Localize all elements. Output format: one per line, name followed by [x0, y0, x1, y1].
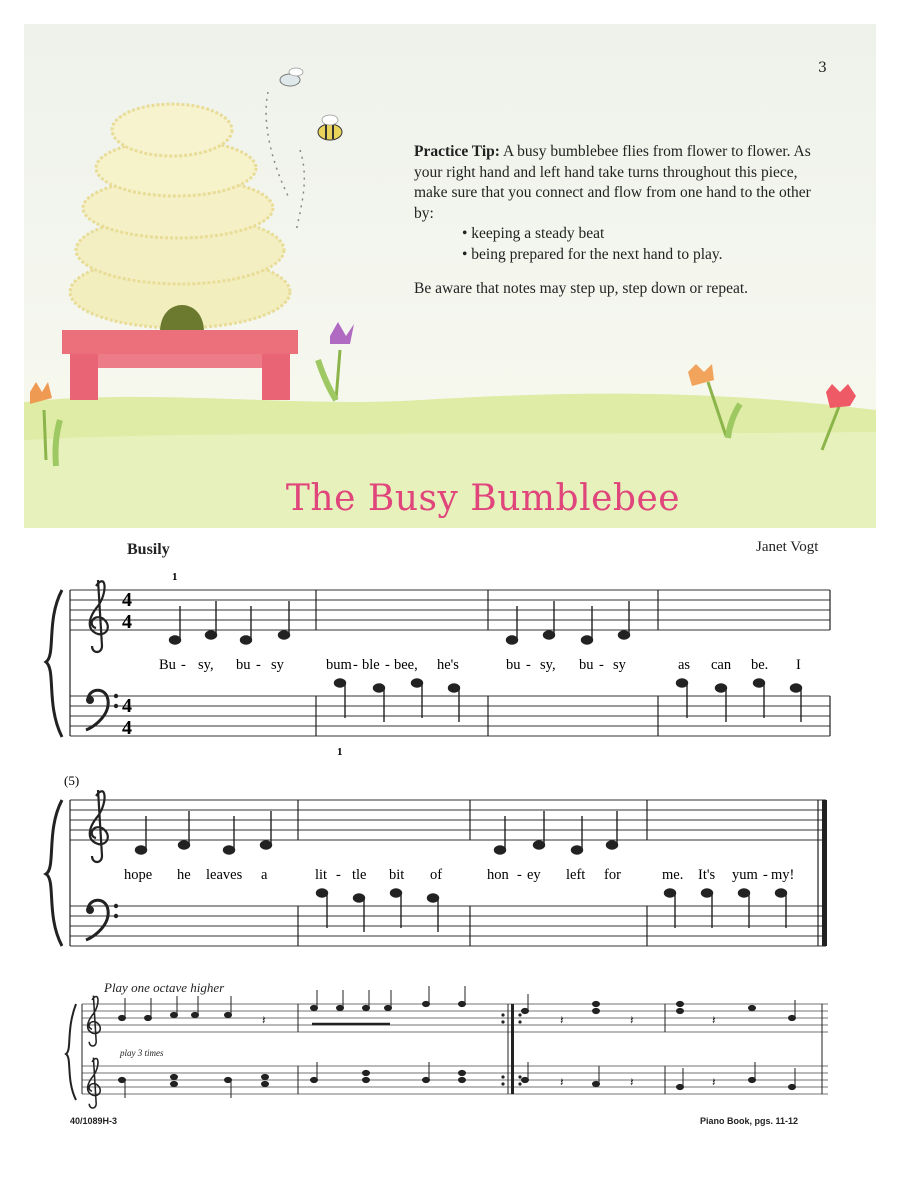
practice-tip-note: Be aware that notes may step up, step down or repeat.: [414, 280, 749, 297]
lyric: -: [599, 657, 604, 673]
system-2: [46, 773, 827, 946]
svg-text:𝄽: 𝄽: [630, 1075, 634, 1089]
lyric: leaves: [206, 867, 243, 883]
system-1: [46, 571, 830, 758]
time-signature: 4: [122, 695, 132, 717]
lyrics-line-2: [124, 867, 794, 883]
lyric: -: [336, 867, 341, 883]
composer-name: Janet Vogt: [756, 539, 819, 555]
lyric: a: [261, 867, 268, 883]
lyric: It's: [698, 867, 716, 883]
lyric: ble: [362, 657, 380, 673]
tip-bullet: • being prepared for the next hand to play.: [462, 245, 723, 263]
lyric: sy: [271, 657, 284, 673]
lyric: can: [711, 657, 732, 673]
lyric: bee,: [394, 657, 418, 673]
treble-notes-m5: [136, 811, 272, 854]
svg-text:𝄽: 𝄽: [560, 1075, 564, 1089]
lyric: be.: [751, 657, 769, 673]
lyric: sy,: [540, 657, 556, 673]
catalog-number: 40/1089H-3: [70, 1116, 118, 1126]
measure-number: (5): [64, 773, 80, 788]
treble-notes-m3: [507, 601, 630, 644]
lyric: -: [763, 867, 768, 883]
lyric: he: [177, 867, 191, 883]
finger-number: 1: [172, 571, 178, 583]
book-reference: Piano Book, pgs. 11-12: [700, 1116, 799, 1126]
lyric: -: [517, 867, 522, 883]
time-signature: 4: [122, 589, 132, 611]
lyric: -: [353, 657, 358, 673]
svg-text:𝄽: 𝄽: [262, 1013, 266, 1027]
lyric: bum: [326, 657, 352, 673]
svg-text:𝄽: 𝄽: [712, 1013, 716, 1027]
lyric: -: [526, 657, 531, 673]
lyric: tle: [352, 867, 367, 883]
svg-text:𝄽: 𝄽: [560, 1013, 564, 1027]
page-number: 3: [818, 60, 827, 76]
lyric: hon: [487, 867, 509, 883]
octave-instruction: Play one octave higher: [104, 980, 225, 995]
time-signature: 4: [122, 717, 132, 739]
tempo-marking: Busily: [127, 541, 170, 558]
lyric: as: [678, 657, 691, 673]
lyric: for: [604, 867, 621, 883]
lyric: yum: [732, 867, 758, 883]
lyric: ey: [527, 867, 541, 883]
time-signature: 4: [122, 611, 132, 633]
lyric: hope: [124, 867, 153, 883]
lyric: I: [796, 657, 801, 673]
lyric: lit: [315, 867, 328, 883]
lyric: -: [181, 657, 186, 673]
treble-notes-m7: [495, 811, 618, 854]
bass-staff: [70, 696, 830, 736]
lyric: Bu: [159, 657, 176, 673]
lyric: sy: [613, 657, 626, 673]
lyric: me.: [662, 867, 684, 883]
lyric: -: [385, 657, 390, 673]
treble-staff: [70, 590, 830, 630]
finger-number: 1: [337, 746, 343, 758]
treble-notes-m1: [170, 601, 290, 644]
practice-tip-body: A busy bumblebee flies from flower to flower. As your right hand and left hand take turns throughout this piece, make sure that you connect and flow from one hand to the other by:: [414, 143, 811, 222]
tip-bullet: • keeping a steady beat: [462, 225, 605, 242]
lyric: bu: [506, 657, 521, 673]
practice-tip-heading: Practice Tip:: [414, 143, 500, 160]
piece-title: The Busy Bumblebee: [285, 478, 681, 519]
lyric: my!: [771, 867, 795, 883]
bass-notes-m8: [665, 889, 787, 928]
lyric: -: [256, 657, 261, 673]
lyric: bit: [389, 867, 405, 883]
accompaniment-system: [66, 986, 828, 1108]
lyric: bu: [579, 657, 594, 673]
svg-text:𝄽: 𝄽: [630, 1013, 634, 1027]
lyric: of: [430, 867, 443, 883]
lyric: sy,: [198, 657, 214, 673]
lyrics-line-1: [159, 657, 801, 673]
repeat-instruction: play 3 times: [120, 1048, 164, 1058]
svg-text:𝄽: 𝄽: [712, 1075, 716, 1089]
lyric: he's: [437, 657, 459, 673]
lyric: bu: [236, 657, 251, 673]
lyric: left: [566, 867, 586, 883]
accompaniment-notes: [119, 986, 796, 1098]
